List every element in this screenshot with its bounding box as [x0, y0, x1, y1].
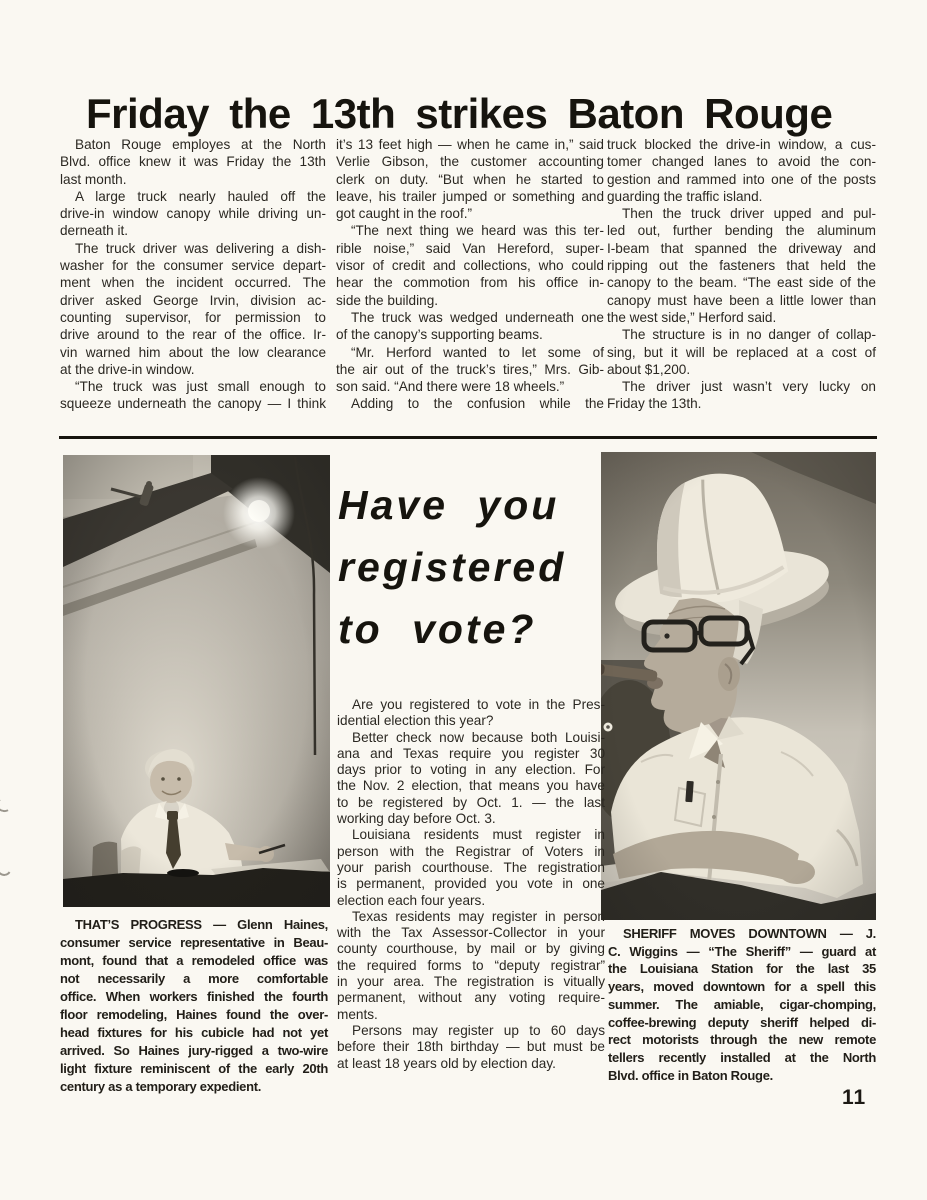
- scan-binding-mark: [0, 857, 13, 877]
- text-line: Baton Rouge employes at the North: [75, 137, 326, 152]
- text-line: “The next thing we heard was this ter-: [351, 223, 604, 239]
- text-line: summer. The amiable, cigar-chomping,: [608, 996, 876, 1012]
- text-line: son said. “And there were 18 wheels.”: [336, 379, 565, 395]
- text-line: canopy must have been a little lower than: [607, 292, 876, 308]
- text-line: arrived. So Haines jury-rigged a two-wire: [60, 1043, 328, 1058]
- text-line: clerk on duty. “But when he started to: [336, 171, 604, 187]
- text-line: Verlie Gibson, the customer accounting: [336, 154, 604, 170]
- page-number: 11: [842, 1086, 867, 1109]
- text-line: light fixture reminiscent of the early 20th: [60, 1061, 328, 1076]
- truck-story-column-3: [607, 136, 876, 413]
- text-line: mont, found that a remodeled office was: [60, 953, 328, 968]
- text-line: not necessarily a more comfortable: [60, 971, 328, 986]
- text-line: “Mr. Herford wanted to let some of: [351, 344, 604, 360]
- text-line: SHERIFF MOVES DOWNTOWN — J.: [623, 926, 876, 941]
- text-line: drive around to the rear of the office. Ir-: [60, 327, 326, 343]
- text-line: guarding the traffic island.: [607, 188, 763, 204]
- text-line: county courthouse, by mail or by giving: [337, 941, 605, 957]
- text-line: tomer changed lanes to avoid the con-: [607, 154, 876, 170]
- text-line: ments.: [337, 1006, 378, 1022]
- text-line: Blvd. office knew it was Friday the 13th: [60, 154, 326, 170]
- text-line: permanent, without any voting require-: [337, 990, 605, 1006]
- text-line: working day before Oct. 3.: [337, 811, 496, 827]
- text-line: Better check now because both Louisi-: [352, 729, 605, 745]
- text-line: about $1,200.: [607, 361, 691, 377]
- text-line: head fixtures for his cubicle had not yet: [60, 1025, 328, 1040]
- text-line: years, moved downtown for a spell this: [608, 979, 876, 995]
- text-line: before their 18th birthday — but must be: [337, 1039, 605, 1055]
- text-line: is permanent, provided you vote in one: [337, 876, 605, 892]
- text-line: “The truck was just small enough to: [75, 379, 326, 395]
- text-line: Blvd. office in Baton Rouge.: [608, 1067, 773, 1083]
- text-line: Have you: [338, 482, 560, 528]
- text-line: Persons may register up to 60 days: [352, 1022, 605, 1038]
- photo-sheriff-wiggins: [601, 452, 876, 920]
- text-line: with the Tax Assessor-Collector in your: [337, 925, 605, 941]
- text-line: The structure is in no danger of collap-: [622, 327, 876, 343]
- text-line: washer for the consumer service depart-: [60, 258, 326, 274]
- text-line: Adding to the confusion while the: [351, 396, 604, 412]
- text-line: your parish courthouse. The registration: [337, 859, 605, 875]
- text-line: ment when the incident occurred. The: [60, 275, 326, 291]
- text-line: to vote?: [338, 606, 537, 652]
- text-line: at the drive-in window.: [60, 361, 195, 377]
- text-line: led out, further bending the aluminum: [607, 223, 876, 239]
- text-line: truck blocked the drive-in window, a cus-: [607, 137, 876, 152]
- text-line: registered: [338, 544, 567, 590]
- text-line: of the canopy’s supporting beams.: [336, 327, 543, 343]
- text-line: got caught in the roof.”: [336, 206, 473, 222]
- text-line: it’s 13 feet high — when he came in,” said: [336, 137, 604, 152]
- caption-thats-progress: [60, 916, 328, 1096]
- text-line: squeeze underneath the canopy — I think: [60, 396, 326, 412]
- text-line: floor remodeling, Haines found the over-: [60, 1007, 328, 1022]
- text-line: Louisiana residents must register in: [352, 827, 605, 843]
- text-line: century as a temporary expedient.: [60, 1079, 262, 1094]
- section-divider-rule: [59, 436, 877, 439]
- text-line: consumer service representative in Beau-: [60, 935, 328, 950]
- text-line: side the building.: [336, 292, 439, 308]
- text-line: vin warned him about the low clearance: [60, 344, 326, 360]
- text-line: C. Wiggins — “The Sheriff” — guard at: [608, 943, 876, 959]
- text-line: idential election this year?: [337, 713, 494, 729]
- text-line: I-beam that spanned the driveway and: [607, 240, 876, 256]
- text-line: leave, his trailer jumped or something and: [336, 188, 604, 204]
- text-line: The driver just wasn’t very lucky on: [622, 379, 876, 395]
- text-line: A large truck nearly hauled off the: [75, 188, 326, 204]
- text-line: the west side,” Herford said.: [607, 309, 777, 325]
- text-line: coffee-brewing deputy sheriff helped di-: [608, 1014, 876, 1030]
- vote-feature-headline: [338, 474, 566, 660]
- text-line: canopy to the beam. “The east side of the: [607, 275, 876, 291]
- text-line: rect motorists through the new remote: [608, 1032, 876, 1048]
- text-line: election each four years.: [337, 892, 486, 908]
- truck-story-column-1: [60, 136, 326, 413]
- text-line: the required forms to “deputy registrar”: [337, 957, 605, 973]
- text-line: The truck was wedged underneath one: [351, 309, 604, 325]
- text-line: Friday the 13th.: [607, 396, 702, 412]
- text-line: Texas residents may register in person: [352, 908, 605, 924]
- text-line: last month.: [60, 171, 127, 187]
- caption-sheriff-moves-downtown: [608, 925, 876, 1084]
- text-line: in your area. The registration is vitually: [337, 974, 605, 990]
- photo-glenn-haines-desk: [63, 455, 330, 907]
- text-line: days prior to voting in any election. For: [337, 762, 605, 778]
- text-line: sing, but it will be replaced at a cost of: [607, 344, 876, 360]
- scan-binding-mark: [0, 796, 13, 813]
- text-line: counting supervisor, for permission to: [60, 309, 326, 325]
- text-line: derneath it.: [60, 223, 129, 239]
- vote-feature-body: [337, 697, 605, 1072]
- text-line: visor of credit and collections, who could: [336, 258, 604, 274]
- text-line: drive-in window canopy while driving un-: [60, 206, 326, 222]
- text-line: tellers recently installed at the North: [608, 1049, 876, 1065]
- text-line: to be registered by Oct. 1. — the last: [337, 794, 605, 810]
- text-line: ripping out the fasteners that held the: [607, 258, 876, 274]
- text-line: Then the truck driver upped and pul-: [622, 206, 876, 222]
- text-line: at least 18 years old by election day.: [337, 1055, 556, 1071]
- page-title: Friday the 13th strikes Baton Rouge: [86, 90, 833, 138]
- text-line: gestion and rammed into one of the posts: [607, 171, 876, 187]
- text-line: Are you registered to vote in the Pres-: [352, 697, 605, 712]
- text-line: the air out of the truck’s tires,” Mrs. Gib-: [336, 361, 604, 377]
- text-line: hear the commotion from his office in-: [336, 275, 604, 291]
- truck-story-column-2: [336, 136, 604, 413]
- text-line: person with the Registrar of Voters in: [337, 843, 605, 859]
- text-line: the Louisiana Station for the last 35: [608, 961, 876, 977]
- text-line: The truck driver was delivering a dish-: [75, 240, 326, 256]
- text-line: THAT’S PROGRESS — Glenn Haines,: [75, 917, 328, 932]
- text-line: rible noise,” said Van Hereford, super-: [336, 240, 604, 256]
- text-line: ana and Texas require you register 30: [337, 745, 605, 761]
- text-line: the Nov. 2 election, that means you have: [337, 778, 605, 794]
- text-line: driver asked George Irvin, division ac-: [60, 292, 326, 308]
- text-line: office. When workers finished the fourth: [60, 989, 328, 1004]
